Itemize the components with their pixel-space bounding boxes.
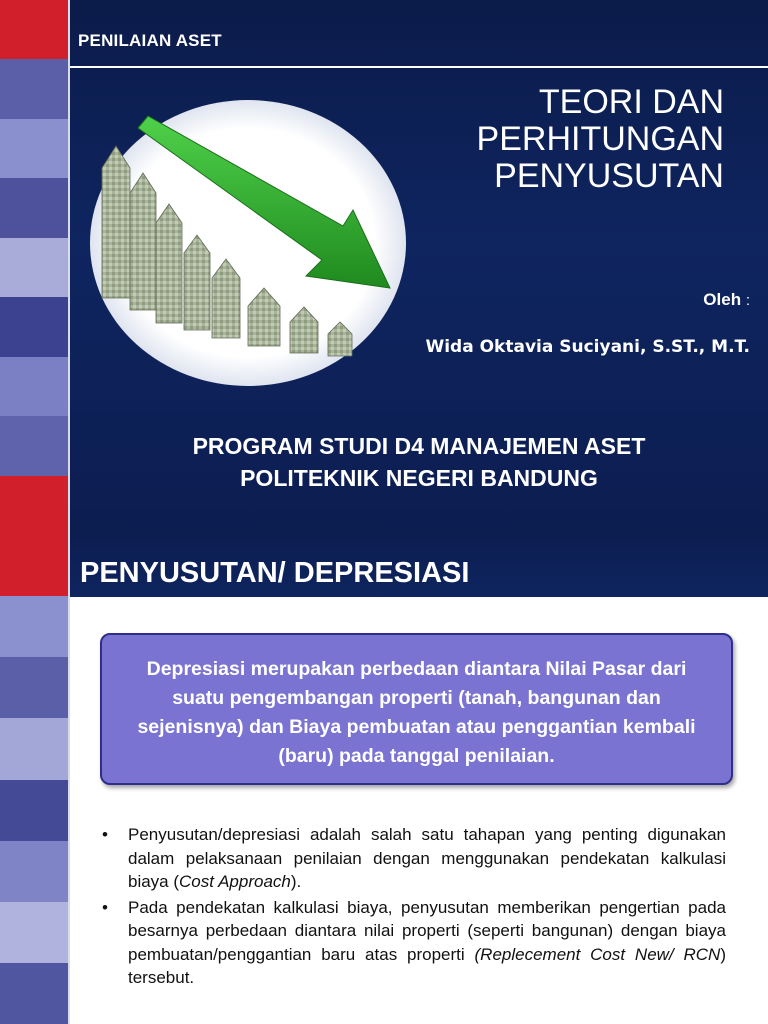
bullet-italic: Cost Approach xyxy=(179,872,291,891)
stripe-block xyxy=(0,178,68,238)
bullet-after: ). xyxy=(290,872,302,891)
stripe-block xyxy=(0,596,68,658)
stripe-block xyxy=(0,0,68,60)
stripe-block xyxy=(0,841,68,903)
stripe-block xyxy=(0,718,68,780)
bullet-after: ) tersebut. xyxy=(128,944,726,987)
title-line: PERHITUNGAN xyxy=(476,120,724,158)
definition-box: Depresiasi merupakan perbedaan diantara Nilai Pasar dari suatu pengembangan properti (tanah, bangunan dan sejenisnya) dan Biaya pembuatan atau penggantian kembali (baru) pada tanggal penilaian. xyxy=(100,633,733,785)
bullet-icon: • xyxy=(102,825,108,844)
author-name: Wida Oktavia Suciyani, S.ST., M.T. xyxy=(425,337,750,357)
by-text: Oleh xyxy=(703,290,742,309)
bullet-icon: • xyxy=(102,897,108,917)
header-divider xyxy=(70,66,768,68)
bullet-list xyxy=(100,823,726,992)
slide-heading: PENYUSUTAN/ DEPRESIASI xyxy=(80,557,470,589)
stripe-block xyxy=(0,357,68,417)
course-label: PENILAIAN ASET xyxy=(78,31,222,50)
content-slide xyxy=(0,535,768,1024)
program-line: POLITEKNIK NEGERI BANDUNG xyxy=(240,465,598,491)
stripe-block xyxy=(0,780,68,842)
stripe-block xyxy=(0,297,68,357)
depreciating-houses-arrow-icon xyxy=(88,98,408,388)
stripe-block xyxy=(0,535,68,597)
bullet-text: Pada pendekatan kalkulasi biaya, penyusutan memberikan pengertian pada besarnya perbedaan diantara nilai properti (seperti bangunan) dengan biaya pembuatan/penggantian baru atas properti xyxy=(128,897,726,964)
stripe-block xyxy=(0,416,68,476)
left-stripe-bar xyxy=(0,0,68,535)
stripe-block xyxy=(0,476,68,536)
list-item xyxy=(100,823,726,894)
stripe-block xyxy=(0,657,68,719)
by-colon: : xyxy=(745,292,750,309)
stripe-block xyxy=(0,902,68,964)
program-info xyxy=(70,430,768,494)
stripe-block xyxy=(0,119,68,179)
divider xyxy=(68,535,70,1024)
stripe-block xyxy=(0,59,68,119)
by-label xyxy=(703,290,750,310)
stripe-block xyxy=(0,238,68,298)
list-item xyxy=(100,896,726,990)
title-line: PENYUSUTAN xyxy=(494,157,724,195)
slide-title xyxy=(384,84,724,195)
stripe-block xyxy=(0,963,68,1024)
bullet-text: Penyusutan/depresiasi adalah salah satu tahapan yang penting digunakan dalam pelaksanaan penilaian dengan menggunakan pendekatan kalkulasi biaya ( xyxy=(128,825,726,891)
program-line: PROGRAM STUDI D4 MANAJEMEN ASET xyxy=(192,433,646,459)
left-stripe-bar xyxy=(0,535,68,1024)
title-line: TEORI DAN xyxy=(538,83,724,121)
bullet-italic: (Replecement Cost New/ RCN xyxy=(474,944,721,964)
